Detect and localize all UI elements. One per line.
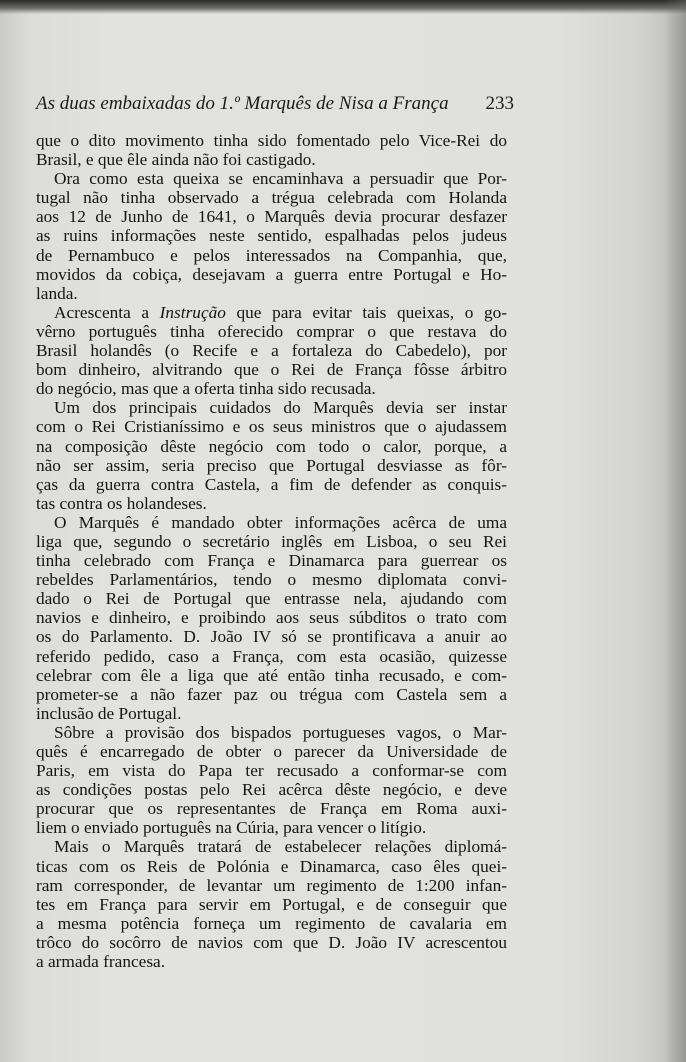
text-line: procurar que os representantes de França em Roma auxi- [36, 799, 507, 819]
running-header [36, 93, 514, 121]
text-line: ram corresponder, de levantar um regimento de 1:200 infan- [36, 875, 507, 895]
text-line: landa. [36, 283, 78, 303]
text-line: os do Parlamento. D. João IV só se prontificava a anuir ao [36, 627, 507, 647]
text-line: as condições postas pelo Rei acêrca dêste negócio, e deve [36, 780, 507, 800]
text-line: Um dos principais cuidados do Marquês devia ser instar [54, 398, 507, 418]
text-line: a armada francesa. [36, 952, 166, 972]
text-line: rebeldes Parlamentários, tendo o mesmo diplomata convi- [36, 570, 507, 590]
text-line: prometer-se a não fazer paz ou trégua com Castela sem a [36, 684, 507, 704]
running-title: As duas embaixadas do 1.º Marquês de Nisa a França [36, 93, 449, 114]
text-line: ças da guerra contra Castela, a fim de defender as conquis- [36, 474, 507, 494]
text-line [36, 303, 507, 322]
text-line: inclusão de Portugal. [36, 703, 182, 723]
text-line: liga que, segundo o secretário inglês em Lisboa, o seu Rei [36, 531, 507, 551]
text-line: ticas com os Reis de Polónia e Dinamarca, caso êles quei- [36, 856, 507, 876]
paragraph [36, 513, 507, 723]
text-line: referido pedido, caso a França, com esta ocasião, quizesse [36, 646, 507, 666]
page-gutter-shadow [664, 0, 686, 1062]
text-line: navios e dinheiro, e proibindo aos seus súbditos o trato com [36, 608, 507, 628]
text-line: trôco do socôrro de navios com que D. João IV acrescentou [36, 932, 507, 952]
text-line: tas contra os holandeses. [36, 493, 207, 513]
text-fragment: Acrescenta a Instrução que para evitar tais queixas, o go- [54, 302, 507, 322]
text-line: aos 12 de Junho de 1641, o Marquês devia procurar desfazer [36, 207, 507, 227]
text-line: liem o enviado português na Cúria, para vencer o litígio. [36, 818, 427, 838]
paragraph [36, 837, 507, 971]
text-line: tugal não tinha observado a trégua celebrada com Holanda [36, 188, 507, 208]
italic-title-word: Instrução [159, 302, 226, 322]
text-line: as ruins informações neste sentido, espalhadas pelos judeus [36, 226, 507, 246]
text-line: Brasil, e que êle ainda não foi castigado. [36, 150, 316, 170]
text-line: com o Rei Cristianíssimo e os seus ministros que o ajudassem [36, 417, 507, 437]
body-text [36, 131, 507, 971]
page-number: 233 [485, 93, 514, 114]
text-line: tes em França para servir em Portugal, e de conseguir que [36, 894, 507, 914]
text-line: tinha celebrado com França e Dinamarca para guerrear os [36, 551, 507, 571]
text-line: que o dito movimento tinha sido fomentado pelo Vice-Rei do [36, 131, 507, 150]
text-line: Brasil holandês (o Recife e a fortaleza do Cabedelo), por [36, 341, 507, 361]
text-line: de Pernambuco e pelos interessados na Companhia, que, [36, 245, 507, 265]
text-line: Ora como esta queixa se encaminhava a persuadir que Por- [54, 169, 507, 189]
text-line: do negócio, mas que a oferta tinha sido recusada. [36, 379, 376, 399]
text-line: quês é encarregado de obter o parecer da Universidade de [36, 742, 507, 761]
text-line: bom dinheiro, alvitrando que o Rei de França fôsse árbitro [36, 360, 507, 380]
text-line: Sôbre a provisão dos bispados portugueses vagos, o Mar- [54, 722, 507, 742]
text-line: dado o Rei de Portugal que entrasse nela, ajudando com [36, 589, 507, 609]
text-line: Paris, em vista do Papa ter recusado a conformar-se com [36, 761, 507, 781]
paragraph [36, 398, 507, 513]
text-line: na composição dêste negócio com todo o calor, porque, a [36, 436, 507, 456]
paragraph [36, 303, 507, 398]
paragraph [36, 723, 507, 838]
text-line: a mesma potência forneça um regimento de cavalaria em [36, 913, 507, 933]
text-line: celebrar com êle a liga que até então tinha recusado, e com- [36, 665, 507, 685]
page-top-edge [0, 0, 686, 14]
paragraph [36, 131, 507, 169]
text-line: Mais o Marquês tratará de estabelecer relações diplomá- [54, 837, 507, 857]
text-line: O Marquês é mandado obter informações acêrca de uma [54, 512, 507, 532]
text-line: vêrno português tinha oferecido comprar o que restava do [36, 321, 507, 341]
text-line: movidos da cobiça, desejavam a guerra entre Portugal e Ho- [36, 264, 507, 284]
text-line: não ser assim, seria preciso que Portugal desviasse as fôr- [36, 455, 507, 475]
paragraph [36, 169, 507, 303]
